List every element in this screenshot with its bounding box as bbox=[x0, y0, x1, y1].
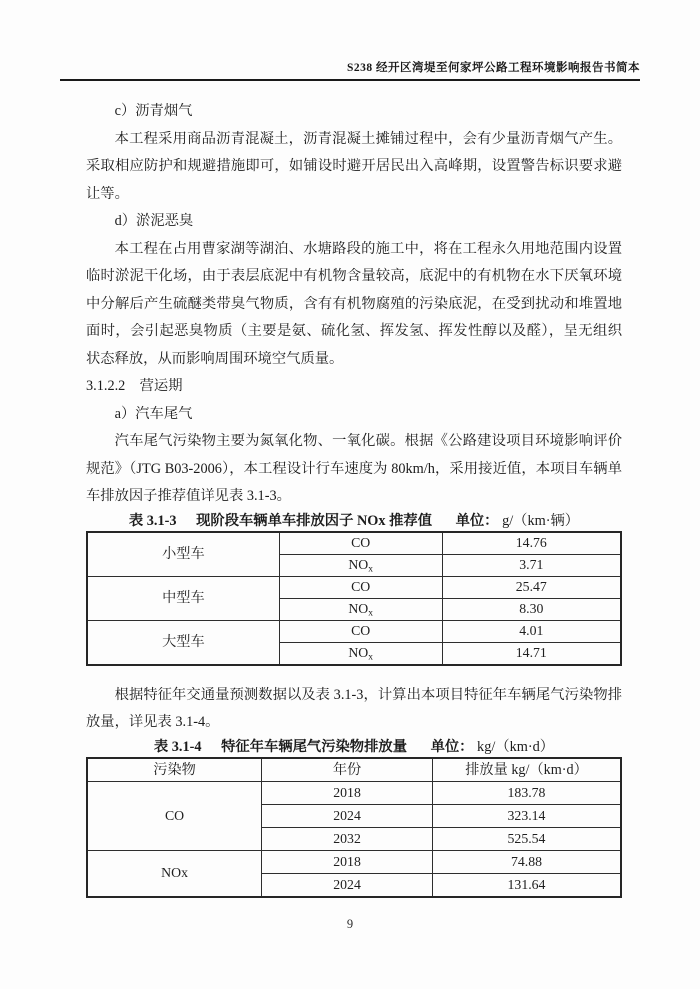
table-row bbox=[87, 576, 621, 598]
pollutant-base: NO bbox=[348, 557, 369, 572]
cell-value: 4.01 bbox=[442, 620, 621, 642]
cell-year: 2032 bbox=[262, 827, 433, 850]
cell-value: 525.54 bbox=[432, 827, 621, 850]
heading-c-asphalt-fume: c）沥青烟气 bbox=[114, 103, 193, 119]
table2-caption-unit: kg/（km·d） bbox=[477, 738, 555, 755]
cell-pollutant bbox=[279, 576, 442, 598]
table1-caption-title: 现阶段车辆单车排放因子 NOx 推荐值 bbox=[196, 512, 433, 529]
column-header-emission: 排放量 kg/（km·d） bbox=[432, 758, 621, 782]
table1-caption-unit: g/（km·辆） bbox=[502, 512, 580, 529]
cell-value: 3.71 bbox=[442, 554, 621, 576]
cell-year: 2018 bbox=[262, 850, 433, 873]
running-header bbox=[60, 0, 640, 81]
cell-value: 131.64 bbox=[432, 873, 621, 897]
table-row bbox=[87, 781, 621, 804]
table2-caption-title: 特征年车辆尾气污染物排放量 bbox=[221, 738, 407, 755]
pollutant-base: NO bbox=[348, 601, 369, 616]
cell-value: 14.71 bbox=[442, 642, 621, 665]
heading-d-sludge-odor: d）淤泥恶臭 bbox=[114, 213, 194, 229]
table-row bbox=[87, 850, 621, 873]
cell-value: 14.76 bbox=[442, 532, 621, 555]
cell-value: 25.47 bbox=[442, 576, 621, 598]
cell-vehicle-type: 中型车 bbox=[87, 576, 279, 620]
cell-value: 74.88 bbox=[432, 850, 621, 873]
cell-pollutant: NOx bbox=[87, 850, 262, 897]
cell-pollutant bbox=[279, 598, 442, 620]
pollutant-base: CO bbox=[351, 535, 371, 550]
pollutant-base: CO bbox=[351, 579, 371, 594]
running-header-title: S238 经开区湾堤至何家坪公路工程环境影响报告书简本 bbox=[346, 62, 640, 74]
cell-pollutant bbox=[279, 532, 442, 555]
cell-vehicle-type: 小型车 bbox=[87, 532, 279, 577]
table1-caption bbox=[86, 511, 622, 531]
cell-value: 323.14 bbox=[432, 804, 621, 827]
table2-caption-unit-label: 单位： bbox=[430, 738, 474, 755]
cell-value: 8.30 bbox=[442, 598, 621, 620]
cell-pollutant bbox=[279, 554, 442, 576]
cell-year: 2018 bbox=[262, 781, 433, 804]
page-number: 9 bbox=[346, 916, 354, 931]
cell-value: 183.78 bbox=[432, 781, 621, 804]
column-header-pollutant: 污染物 bbox=[87, 758, 262, 782]
cell-pollutant bbox=[279, 642, 442, 665]
column-header-year: 年份 bbox=[262, 758, 433, 782]
table1-caption-label: 表 3.1-3 bbox=[128, 512, 177, 529]
page-content bbox=[86, 98, 622, 898]
table-annual-emissions bbox=[86, 757, 622, 898]
heading-a-vehicle-exhaust: a）汽车尾气 bbox=[114, 405, 193, 422]
cell-year: 2024 bbox=[262, 804, 433, 827]
cell-year: 2024 bbox=[262, 873, 433, 897]
table-row bbox=[87, 532, 621, 555]
paragraph-table-reference: 根据特征年交通量预测数据以及表 3.1-3，计算出本项目特征年车辆尾气污染物排放量，详见表 3.1-4。 bbox=[86, 686, 622, 730]
pollutant-sub: x bbox=[368, 652, 373, 663]
table2-caption-label: 表 3.1-4 bbox=[153, 738, 202, 755]
table-row bbox=[87, 620, 621, 642]
pollutant-sub: x bbox=[368, 608, 373, 619]
pollutant-base: CO bbox=[351, 623, 371, 638]
table-header-row bbox=[87, 758, 621, 782]
pollutant-base: NO bbox=[348, 645, 369, 660]
table1-caption-unit-label: 单位： bbox=[455, 512, 499, 529]
paragraph-vehicle-exhaust: 汽车尾气污染物主要为氮氧化物、一氧化碳。根据《公路建设项目环境影响评价规范》（JTG B03-2006），本工程设计行车速度为 80km/h，采用接近值，本项目车辆单车排放因子推荐值详见表 3.1-3。 bbox=[86, 433, 622, 504]
heading-section-3-1-2-2: 3.1.2.2 营运期 bbox=[86, 378, 183, 394]
cell-vehicle-type: 大型车 bbox=[87, 620, 279, 665]
table2-caption bbox=[86, 737, 622, 757]
pollutant-sub: x bbox=[368, 564, 373, 575]
paragraph-asphalt-fume: 本工程采用商品沥青混凝土，沥青混凝土摊铺过程中，会有少量沥青烟气产生。采取相应防护和规避措施即可，如铺设时避开居民出入高峰期，设置警告标识要求避让等。 bbox=[86, 130, 622, 202]
cell-pollutant bbox=[279, 620, 442, 642]
paragraph-sludge-odor: 本工程在占用曹家湖等湖泊、水塘路段的施工中，将在工程永久用地范围内设置临时淤泥干化场，由于表层底泥中有机物含量较高，底泥中的有机物在水下厌氧环境中分解后产生硫醚类带臭气物质，含有有机物腐殖的污染底泥，在受到扰动和堆置地面时，会引起恶臭物质（主要是氨、硫化氢、挥发氢、挥发性醇以及醛），呈无组织状态释放，从而影响周围环境空气质量。 bbox=[86, 240, 622, 367]
table-emission-factors bbox=[86, 531, 622, 666]
cell-pollutant: CO bbox=[87, 781, 262, 850]
